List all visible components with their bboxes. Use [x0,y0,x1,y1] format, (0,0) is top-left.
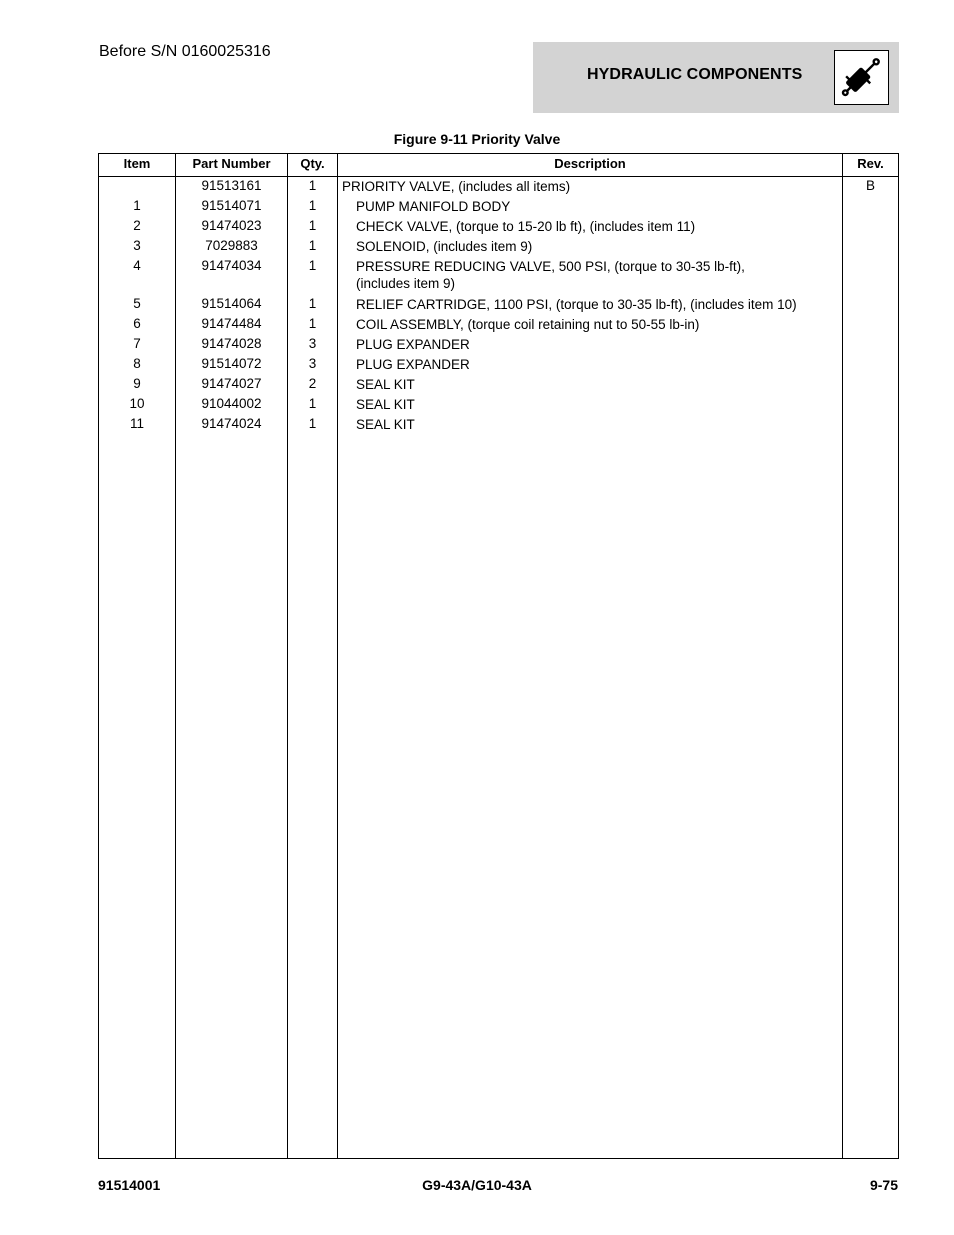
table-row [99,257,898,295]
quantity: 1 [308,296,317,311]
table-row [99,237,898,257]
footer-manual-number: 91514001 [98,1177,161,1193]
description-line: (includes item 9) [356,276,456,291]
part-number: 91514064 [201,296,262,311]
quantity: 1 [308,316,317,331]
part-number: 91513161 [201,178,262,193]
item-number: 7 [133,336,141,351]
description: COIL ASSEMBLY, (torque coil retaining nut to 50-55 lb-in) [356,317,700,332]
part-number: 91474024 [201,416,262,431]
item-number: 9 [133,376,141,391]
quantity: 1 [308,218,317,233]
section-title: HYDRAULIC COMPONENTS [587,66,803,83]
description: PLUG EXPANDER [356,337,470,352]
description [356,258,841,292]
header-description: Description [554,156,626,171]
item-number: 6 [133,316,141,331]
footer-page-number: 9-75 [869,1177,898,1193]
description: SOLENOID, (includes item 9) [356,239,533,254]
quantity: 2 [308,376,317,391]
description: PLUG EXPANDER [356,357,470,372]
table-row [99,355,898,375]
revision: B [865,178,875,193]
description: SEAL KIT [356,377,415,392]
item-number: 4 [133,258,141,273]
table-row [99,197,898,217]
description-line: PRESSURE REDUCING VALVE, 500 PSI, (torque to 30-35 lb-ft), [356,259,745,274]
figure-title: Figure 9-11 Priority Valve [393,131,561,147]
header-item: Item [123,156,151,171]
header-part-number: Part Number [192,156,271,171]
header-rev: Rev. [857,156,884,171]
table-header [99,154,898,177]
part-number: 91474028 [201,336,262,351]
quantity: 1 [308,416,317,431]
table-row [99,217,898,237]
item-number: 11 [129,416,144,431]
quantity: 3 [308,356,317,371]
description: SEAL KIT [356,397,415,412]
description: PRIORITY VALVE, (includes all items) [342,179,571,194]
hydraulic-cylinder-icon [834,50,889,105]
quantity: 3 [308,336,317,351]
table-row [99,415,898,435]
part-number: 91474027 [201,376,262,391]
part-number: 7029883 [205,238,258,253]
parts-table [98,153,899,1159]
item-number: 10 [129,396,145,411]
part-number: 91514071 [201,198,262,213]
table-body [99,177,898,435]
item-number: 2 [133,218,141,233]
table-row [99,375,898,395]
item-number: 1 [133,198,141,213]
quantity: 1 [308,238,317,253]
table-row [99,295,898,315]
item-number: 5 [133,296,141,311]
table-row [99,315,898,335]
part-number: 91474034 [201,258,262,273]
part-number: 91044002 [201,396,262,411]
section-header [533,42,899,113]
table-row [99,335,898,355]
quantity: 1 [308,198,317,213]
quantity: 1 [308,396,317,411]
table-row [99,395,898,415]
footer-model: G9-43A/G10-43A [422,1177,532,1193]
quantity: 1 [308,258,317,273]
serial-number-note: Before S/N 0160025316 [99,43,271,60]
part-number: 91474023 [201,218,262,233]
description: PUMP MANIFOLD BODY [356,199,511,214]
quantity: 1 [308,178,317,193]
item-number: 8 [133,356,141,371]
description: RELIEF CARTRIDGE, 1100 PSI, (torque to 30-35 lb-ft), (includes item 10) [356,297,797,312]
header-qty: Qty. [300,156,325,171]
part-number: 91474484 [201,316,262,331]
table-row [99,177,898,197]
part-number: 91514072 [201,356,262,371]
description: CHECK VALVE, (torque to 15-20 lb ft), (includes item 11) [356,219,696,234]
description: SEAL KIT [356,417,415,432]
item-number: 3 [133,238,141,253]
